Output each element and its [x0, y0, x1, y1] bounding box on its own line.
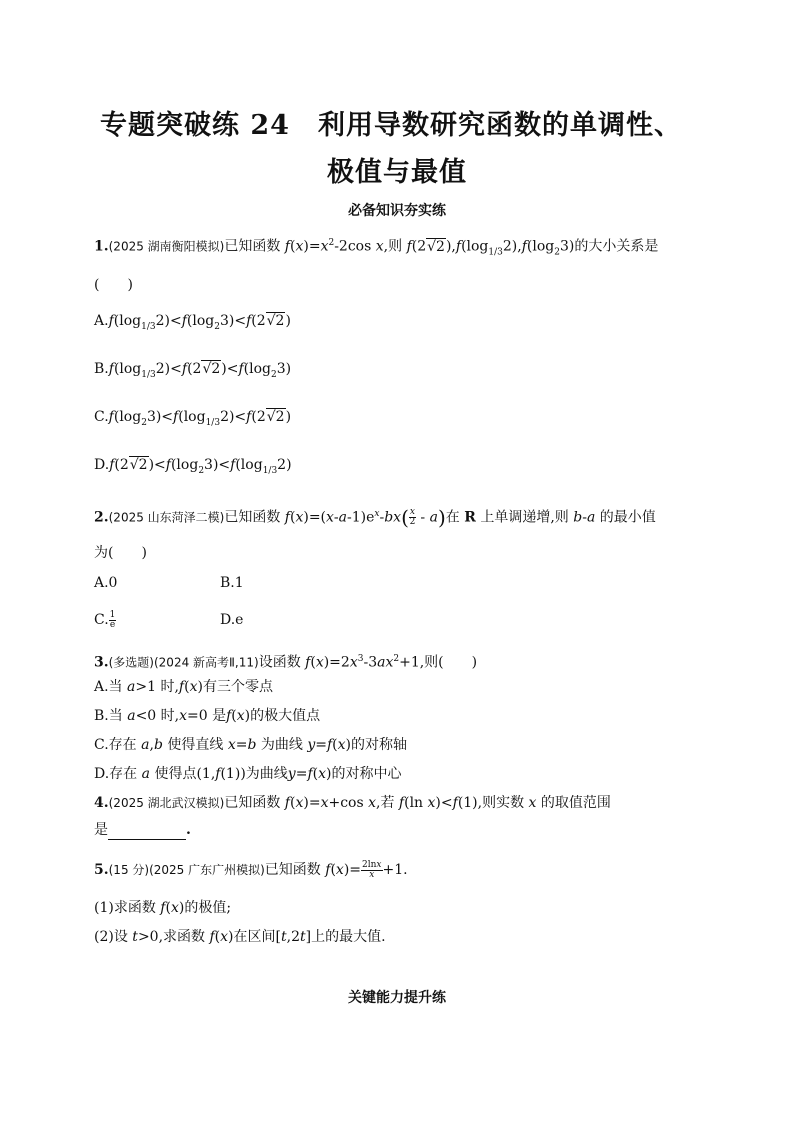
question-2-option-c: C. $\frac{1}{e}$ — [94, 609, 116, 630]
question-source: (2025 山东菏泽二模) — [108, 510, 225, 525]
question-number: 1. — [94, 238, 109, 255]
question-3-option-a: A.当 a>1 时,f(x)有三个零点 — [94, 679, 273, 695]
question-2-stem: 2.(2025 山东菏泽二模)已知函数 $f(x)=(x-a-1)e^x-bx$( $\frac{x}{2}$ - a)在 R 上单调递增,则 b-a 的最小值 — [94, 505, 656, 530]
question-3-option-c: C.存在 a,b 使得直线 x=b 为曲线 y=f(x)的对称轴 — [94, 737, 408, 753]
section-heading-basic: 必备知识夯实练 — [348, 203, 446, 219]
question-2-line2: 为( ) — [94, 545, 147, 561]
question-2-option-a: A.0 — [94, 575, 118, 591]
question-3-option-b: B.当 a<0 时,x=0 是f(x)的极大值点 — [94, 708, 321, 724]
question-number: 4. — [94, 795, 109, 811]
question-5-stem: 5.(15 分)(2025 广东广州模拟)已知函数 f(x)= $\frac{2\ln x}{x}$ +1. — [94, 859, 408, 880]
question-1-option-a: $A.f(\log_{1/3}2)<f(\log_23)<f(2√2)$ — [94, 313, 291, 332]
question-5-part-2: (2)设 t>0,求函数 f(x)在区间[t,2t]上的最大值. — [94, 929, 386, 945]
question-4-line2: 是 . — [94, 822, 191, 838]
question-3-option-d: D.存在 a 使得点(1,f(1))为曲线y=f(x)的对称中心 — [94, 766, 402, 782]
question-source: (2025 湖北武汉模拟) — [108, 796, 225, 810]
question-source: (多选题)(2024 新高考Ⅱ,11) — [108, 655, 259, 670]
question-number: 3. — [94, 654, 109, 671]
question-1-option-b: $B.f(\log_{1/3}2)<f(2√2)<f(\log_23)$ — [94, 361, 292, 380]
question-2-option-b: B.1 — [220, 575, 244, 591]
question-number: 5. — [94, 862, 109, 878]
question-3-stem: 3.(多选题)(2024 新高考Ⅱ,11)设函数 $f(x)=2x^3-3ax^2+1$,则( ) — [94, 654, 478, 671]
answer-blank — [108, 825, 186, 840]
section-heading-advanced: 关键能力提升练 — [348, 990, 446, 1006]
question-number: 2. — [94, 509, 109, 526]
question-1-stem: 1.(2025 湖南衡阳模拟)已知函数 $f(x)=x^2-2\cos$ x,则 $f(2√2),f(\log_{1/3}2),f(\log_23)$的大小关系是 — [94, 238, 659, 258]
question-source: (2025 湖南衡阳模拟) — [108, 239, 225, 254]
question-1-option-c: $C.f(\log_23)<f(\log_{1/3}2)<f(2√2)$ — [94, 409, 292, 428]
question-source: (15 分)(2025 广东广州模拟) — [108, 863, 265, 877]
question-4-stem: 4.(2025 湖北武汉模拟)已知函数 f(x)=x+cos x,若 f(ln x)<f(1),则实数 x 的取值范围 — [94, 795, 611, 811]
question-1-bracket: ( ) — [94, 277, 133, 293]
question-5-part-1: (1)求函数 f(x)的极值; — [94, 900, 232, 916]
question-1-option-d: $D.f(2√2)<f(\log_23)<f(\log_{1/3}2)$ — [94, 457, 292, 476]
question-2-option-d: D.e — [220, 612, 244, 628]
page-title-line2: 极值与最值 — [327, 157, 467, 188]
page-title-line1: 专题突破练 24 利用导数研究函数的单调性、 — [100, 110, 682, 141]
